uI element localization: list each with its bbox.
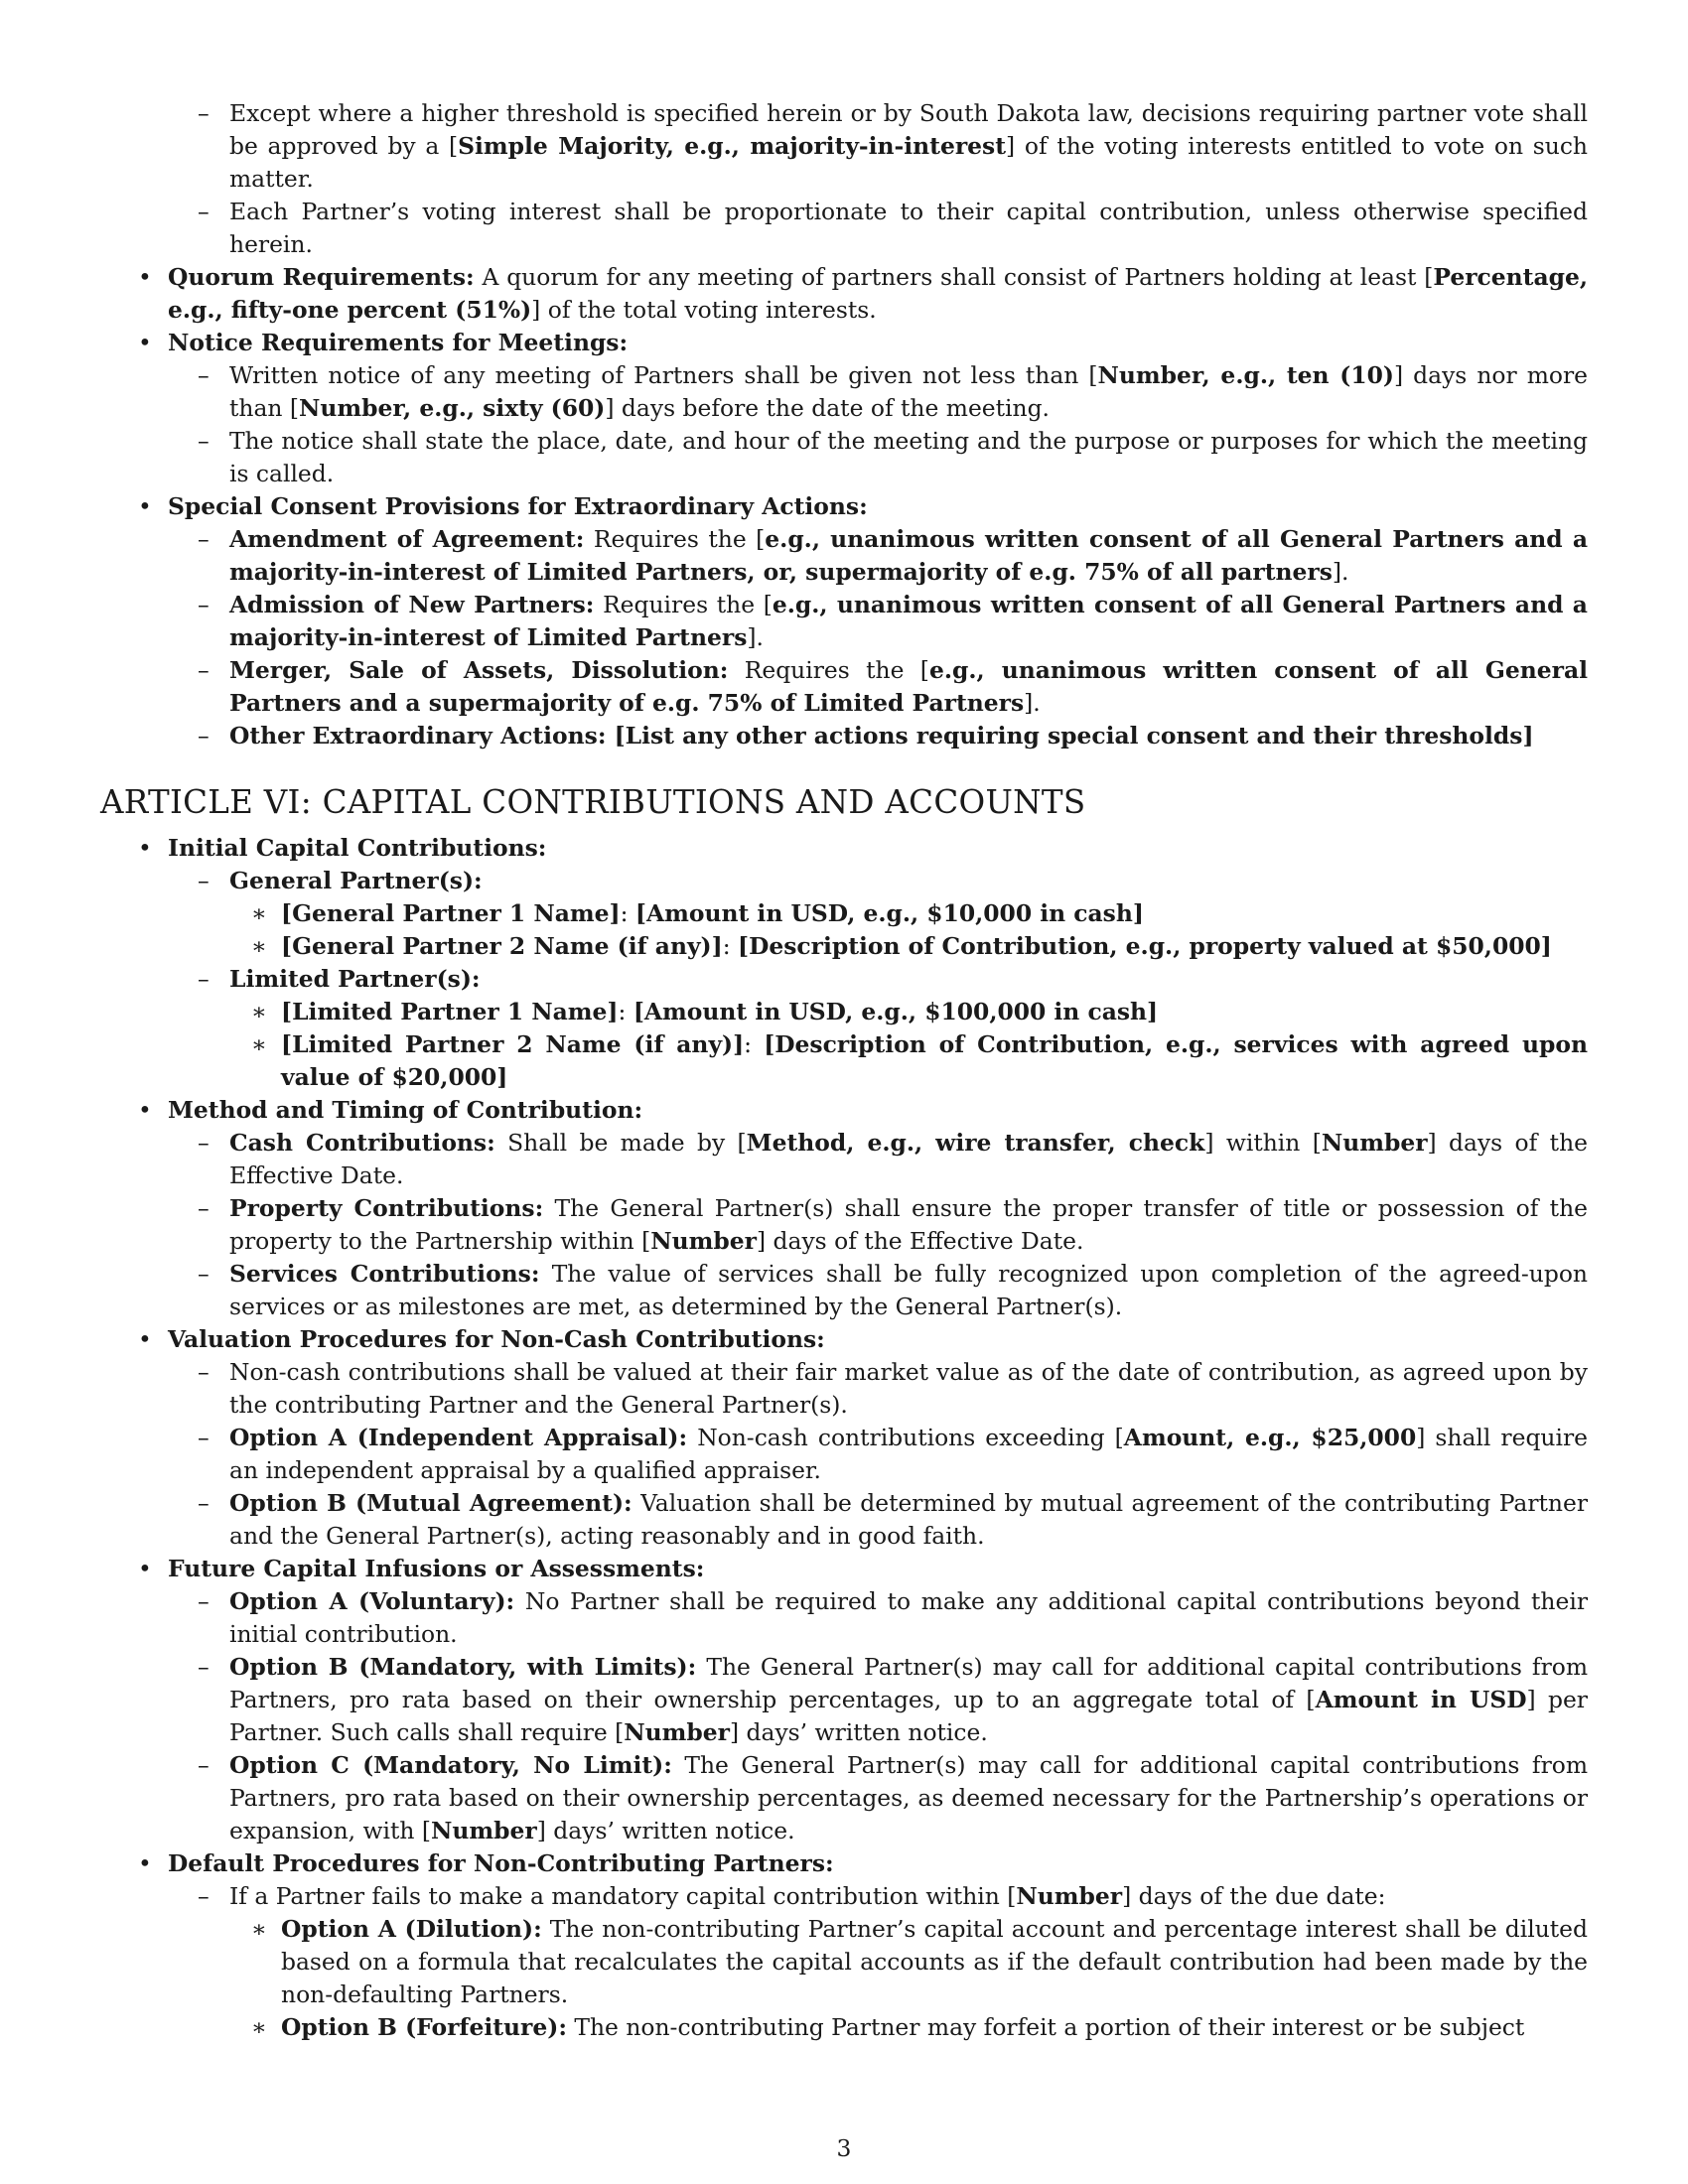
bullet-item — [100, 1553, 1588, 1585]
asterisk-item — [100, 2011, 1588, 2044]
asterisk-item — [100, 1028, 1588, 1094]
body-text: The General Partner(s) may call for additional capital contributions from Partners, pro rata based on their ownership percentages, as deemed necessary for the Partnership’s operations or expansion, with [ — [229, 1751, 1589, 1844]
bold-text: Admission of New Partners: — [229, 591, 595, 618]
bold-text: Amount, e.g., $25,000 — [1123, 1424, 1417, 1451]
bold-text: Option B (Forfeiture): — [281, 2013, 567, 2041]
dash-item — [100, 1356, 1588, 1422]
asterisk-item — [100, 930, 1588, 963]
body-text: : — [620, 899, 635, 927]
dash-item — [100, 720, 1588, 752]
bold-text: [Limited Partner 2 Name (if any)] — [281, 1030, 745, 1058]
page-number: 3 — [836, 2134, 852, 2162]
bold-text: [General Partner 2 Name (if any)] — [281, 932, 723, 960]
body-text: ] of the voting interests entitled to vote on such matter. — [229, 132, 1588, 193]
bold-text: Option B (Mandatory, with Limits): — [229, 1653, 697, 1681]
dash-item — [100, 1192, 1588, 1258]
article-heading: ARTICLE VI: CAPITAL CONTRIBUTIONS AND ACCOUNTS — [100, 783, 1086, 821]
dash-item — [100, 1258, 1588, 1323]
body-text: ]. — [1024, 689, 1041, 717]
body-text: The General Partner(s) shall ensure the proper transfer of title or possession of the property to the Partnership within [ — [229, 1194, 1588, 1255]
bold-text: Number — [431, 1817, 537, 1844]
bold-text: Method, e.g., wire transfer, check — [746, 1129, 1205, 1157]
capital-contributions-list — [100, 832, 1588, 2044]
bold-text: Other Extraordinary Actions: [List any other actions requiring special consent and their thresholds] — [229, 722, 1534, 750]
dash-item — [100, 1127, 1588, 1192]
bold-text: [Description of Contribution, e.g., property valued at $50,000] — [738, 932, 1552, 960]
body-text: ] per Partner. Such calls shall require [ — [229, 1686, 1588, 1746]
body-text: : — [618, 998, 633, 1025]
dash-item — [100, 1585, 1588, 1651]
bullet-item — [100, 327, 1588, 359]
body-text: ] days before the date of the meeting. — [605, 394, 1050, 422]
body-text: ] days’ written notice. — [536, 1817, 795, 1844]
bullet-item — [100, 1094, 1588, 1127]
bold-text: Option A (Dilution): — [281, 1915, 542, 1943]
bold-text: Cash Contributions: — [229, 1129, 495, 1157]
body-text: The non-contributing Partner may forfeit a portion of their interest or be subject — [566, 2013, 1525, 2041]
body-text: Written notice of any meeting of Partners shall be given not less than [ — [229, 361, 1098, 389]
bold-text: [Amount in USD, e.g., $10,000 in cash] — [634, 899, 1144, 927]
bold-text: [Description of Contribution, e.g., services with agreed upon value of $20,000] — [281, 1030, 1588, 1091]
dash-item — [100, 1651, 1588, 1749]
bold-text: Initial Capital Contributions: — [168, 834, 547, 862]
bold-text: Limited Partner(s): — [229, 965, 481, 993]
dash-item — [100, 425, 1588, 490]
body-text: : — [722, 932, 739, 960]
dash-item — [100, 654, 1588, 720]
dash-item — [100, 1487, 1588, 1553]
voting-provisions-list — [100, 97, 1588, 752]
bold-text: e.g., unanimous written consent of all General Partners and a majority-in-interest of Limited Partners, or, supermajority of e.g. 75% of all partners — [229, 525, 1588, 586]
body-text: ] days’ written notice. — [729, 1718, 988, 1746]
bold-text: Simple Majority, e.g., majority-in-interest — [458, 132, 1007, 160]
bullet-item — [100, 1323, 1588, 1356]
body-text: Except where a higher threshold is specified herein or by South Dakota law, decisions requiring partner vote shall be approved by a [ — [229, 99, 1588, 160]
bullet-item — [100, 832, 1588, 865]
bold-text: Method and Timing of Contribution: — [168, 1096, 643, 1124]
bold-text: Property Contributions: — [229, 1194, 544, 1222]
bold-text: Option A (Independent Appraisal): — [229, 1424, 688, 1451]
bold-text: [Limited Partner 1 Name] — [281, 998, 619, 1025]
bold-text: Future Capital Infusions or Assessments: — [168, 1555, 705, 1582]
body-text: ] days nor more than [ — [229, 361, 1589, 422]
body-text: ]. — [747, 623, 764, 651]
dash-item — [100, 196, 1588, 261]
dash-item — [100, 963, 1588, 996]
body-text: No Partner shall be required to make any additional capital contributions beyond their initial contribution. — [229, 1587, 1588, 1648]
body-text: Requires the [ — [728, 656, 929, 684]
body-text: The General Partner(s) may call for additional capital contributions from Partners, pro rata based on their ownership percentages, up to an aggregate total of [ — [229, 1653, 1589, 1713]
body-text: Shall be made by [ — [494, 1129, 747, 1157]
bullet-item — [100, 490, 1588, 523]
dash-item — [100, 1422, 1588, 1487]
bold-text: Notice Requirements for Meetings: — [168, 329, 629, 356]
body-text: ] days of the Effective Date. — [756, 1227, 1084, 1255]
bold-text: Number, e.g., ten (10) — [1097, 361, 1394, 389]
bold-text: Number — [1016, 1882, 1123, 1910]
body-text: ] of the total voting interests. — [531, 296, 877, 324]
dash-item — [100, 589, 1588, 654]
body-text: ] days of the due date: — [1122, 1882, 1386, 1910]
bold-text: Option B (Mutual Agreement): — [229, 1489, 633, 1517]
body-text: ]. — [1332, 558, 1349, 586]
body-text: ] shall require an independent appraisal by a qualified appraiser. — [229, 1424, 1588, 1484]
dash-item — [100, 865, 1588, 897]
bold-text: Amendment of Agreement: — [229, 525, 585, 553]
body-text: : — [744, 1030, 765, 1058]
body-text: If a Partner fails to make a mandatory capital contribution within [ — [229, 1882, 1017, 1910]
bold-text: Option C (Mandatory, No Limit): — [229, 1751, 672, 1779]
bullet-item — [100, 1847, 1588, 1880]
dash-item — [100, 1749, 1588, 1847]
dash-item — [100, 97, 1588, 196]
body-text: The notice shall state the place, date, and hour of the meeting and the purpose or purposes for which the meeting is called. — [229, 427, 1588, 487]
bold-text: Number — [650, 1227, 757, 1255]
asterisk-item — [100, 897, 1588, 930]
body-text: ] days of the Effective Date. — [229, 1129, 1588, 1189]
bold-text: [Amount in USD, e.g., $100,000 in cash] — [633, 998, 1159, 1025]
body-text: Non-cash contributions shall be valued at their fair market value as of the date of contribution, as agreed upon by the contributing Partner and the General Partner(s). — [229, 1358, 1588, 1419]
body-text: Requires the [ — [594, 591, 773, 618]
bold-text: Valuation Procedures for Non-Cash Contributions: — [168, 1325, 825, 1353]
asterisk-item — [100, 1913, 1588, 2011]
bold-text: Number — [1321, 1129, 1428, 1157]
body-text: Requires the [ — [584, 525, 766, 553]
body-text: Each Partner’s voting interest shall be proportionate to their capital contribution, unless otherwise specified herein. — [229, 198, 1588, 258]
bold-text: Number, e.g., sixty (60) — [299, 394, 606, 422]
bold-text: Number — [624, 1718, 730, 1746]
body-text: A quorum for any meeting of partners shall consist of Partners holding at least [ — [474, 263, 1434, 291]
bold-text: Option A (Voluntary): — [229, 1587, 515, 1615]
dash-item — [100, 1880, 1588, 1913]
body-text: Valuation shall be determined by mutual agreement of the contributing Partner and the General Partner(s), acting reasonably and in good faith. — [229, 1489, 1589, 1550]
body-text: The value of services shall be fully recognized upon completion of the agreed-upon services or as milestones are met, as determined by the General Partner(s). — [229, 1260, 1588, 1320]
bold-text: [General Partner 1 Name] — [281, 899, 621, 927]
body-text: Non-cash contributions exceeding [ — [687, 1424, 1124, 1451]
bold-text: General Partner(s): — [229, 867, 483, 894]
body-text: ] within [ — [1204, 1129, 1322, 1157]
dash-item — [100, 359, 1588, 425]
page-content — [100, 97, 1588, 2044]
bold-text: Default Procedures for Non-Contributing Partners: — [168, 1849, 834, 1877]
asterisk-item — [100, 996, 1588, 1028]
bold-text: e.g., unanimous written consent of all General Partners and a majority-in-interest of Limited Partners — [229, 591, 1588, 651]
bold-text: Services Contributions: — [229, 1260, 540, 1288]
bullet-item — [100, 261, 1588, 327]
bold-text: Percentage, e.g., fifty-one percent (51%) — [168, 263, 1588, 324]
bold-text: Merger, Sale of Assets, Dissolution: — [229, 656, 729, 684]
bold-text: e.g., unanimous written consent of all General Partners and a supermajority of e.g. 75% of Limited Partners — [229, 656, 1588, 717]
dash-item — [100, 523, 1588, 589]
bold-text: Special Consent Provisions for Extraordinary Actions: — [168, 492, 868, 520]
bold-text: Amount in USD — [1315, 1686, 1527, 1713]
bold-text: Quorum Requirements: — [168, 263, 475, 291]
body-text: The non-contributing Partner’s capital account and percentage interest shall be diluted based on a formula that recalculates the capital accounts as if the default contribution had been made by the non-defaulting Partners. — [281, 1915, 1588, 2008]
